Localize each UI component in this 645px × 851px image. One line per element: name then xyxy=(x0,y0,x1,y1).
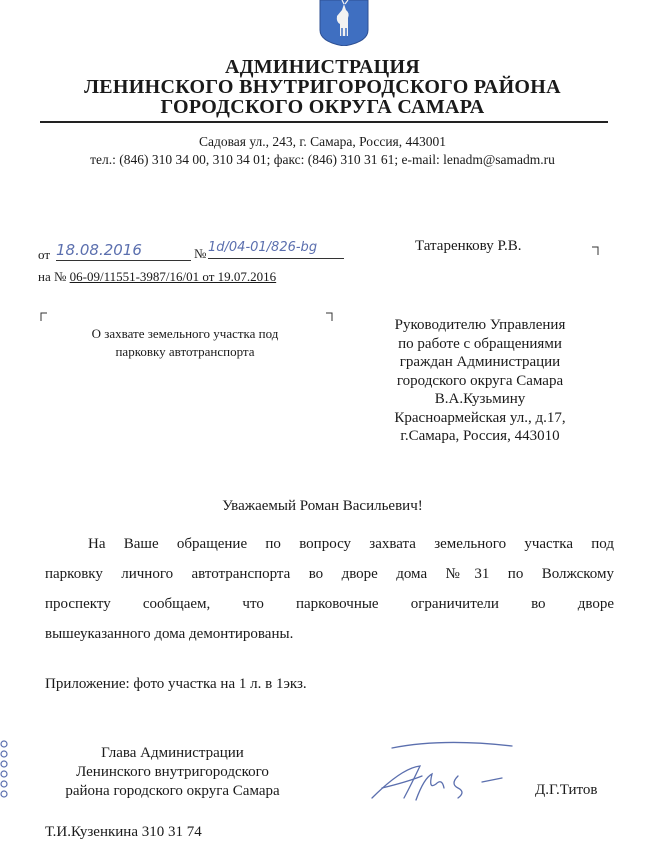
recipient-line: городского округа Самара xyxy=(396,372,564,389)
registration-number: 1d/04-01/826-bg xyxy=(208,238,344,259)
stamp-fragment-icon xyxy=(0,738,8,802)
reply-reference-row xyxy=(38,269,276,285)
executor-contact: Т.И.Кузенкина 310 31 74 xyxy=(45,824,202,840)
org-contacts: тел.: (846) 310 34 00, 310 34 01; факс: (846) 310 31 61; e-mail: lenadm@samadm.ru xyxy=(90,152,555,167)
recipient-block xyxy=(360,316,600,446)
copy-to: Татаренкову Р.В. xyxy=(415,238,522,254)
signatory-title-line: Глава Администрации xyxy=(101,745,244,761)
subject xyxy=(50,325,320,361)
org-address: Садовая ул., 243, г. Самара, Россия, 443001 xyxy=(198,134,447,149)
recipient-line: граждан Администрации xyxy=(399,354,561,370)
recipient-name: В.А.Кузьмину xyxy=(434,391,526,407)
registration-date: 18.08.2016 xyxy=(56,240,191,261)
signatory-title-line: Ленинского внутригородского xyxy=(76,764,269,780)
from-prefix: от xyxy=(38,247,51,262)
recipient-line: г.Самара, Россия, 443010 xyxy=(400,428,560,444)
recipient-line: по работе с обращениями xyxy=(398,335,562,352)
org-name-line3: ГОРОДСКОГО ОКРУГА САМАРА xyxy=(160,96,485,118)
subject-line: О захвате земельного участка под xyxy=(91,326,279,341)
signatory-title xyxy=(40,744,305,801)
recipient-line: Красноармейская ул., д.17, xyxy=(394,409,566,426)
greeting: Уважаемый Роман Васильевич! xyxy=(222,498,423,514)
body-line: На Ваше обращение по вопросу захвата земельного участка под xyxy=(88,536,614,552)
signatory-title-line: района городского округа Самара xyxy=(65,783,280,799)
attachment-note: Приложение: фото участка на 1 л. в 1экз. xyxy=(45,676,307,692)
recipient-line: Руководителю Управления xyxy=(394,317,566,333)
corner-mark xyxy=(40,312,47,321)
coat-of-arms-icon xyxy=(318,0,370,46)
signatory-name: Д.Г.Титов xyxy=(535,782,598,798)
number-prefix: № xyxy=(194,246,207,261)
reply-reference: 06-09/11551-3987/16/01 от 19.07.2016 xyxy=(69,269,277,284)
corner-mark xyxy=(326,312,333,321)
handwritten-signature xyxy=(362,738,522,810)
body-line: парковку личного автотранспорта во дворе дома №31 по Волжскому xyxy=(45,566,614,582)
corner-mark xyxy=(592,246,599,255)
body-line: проспекту сообщаем, что парковочные ограничители во дворе xyxy=(45,596,614,612)
header-divider xyxy=(40,121,608,123)
reply-prefix: на № xyxy=(38,269,67,284)
org-name-line1: АДМИНИСТРАЦИЯ xyxy=(224,56,421,78)
org-name-line2: ЛЕНИНСКОГО ВНУТРИГОРОДСКОГО РАЙОНА xyxy=(84,76,561,98)
subject-line: парковку автотранспорта xyxy=(115,344,255,359)
registration-date-row xyxy=(38,240,348,266)
body-line: вышеуказанного дома демонтированы. xyxy=(45,626,294,642)
